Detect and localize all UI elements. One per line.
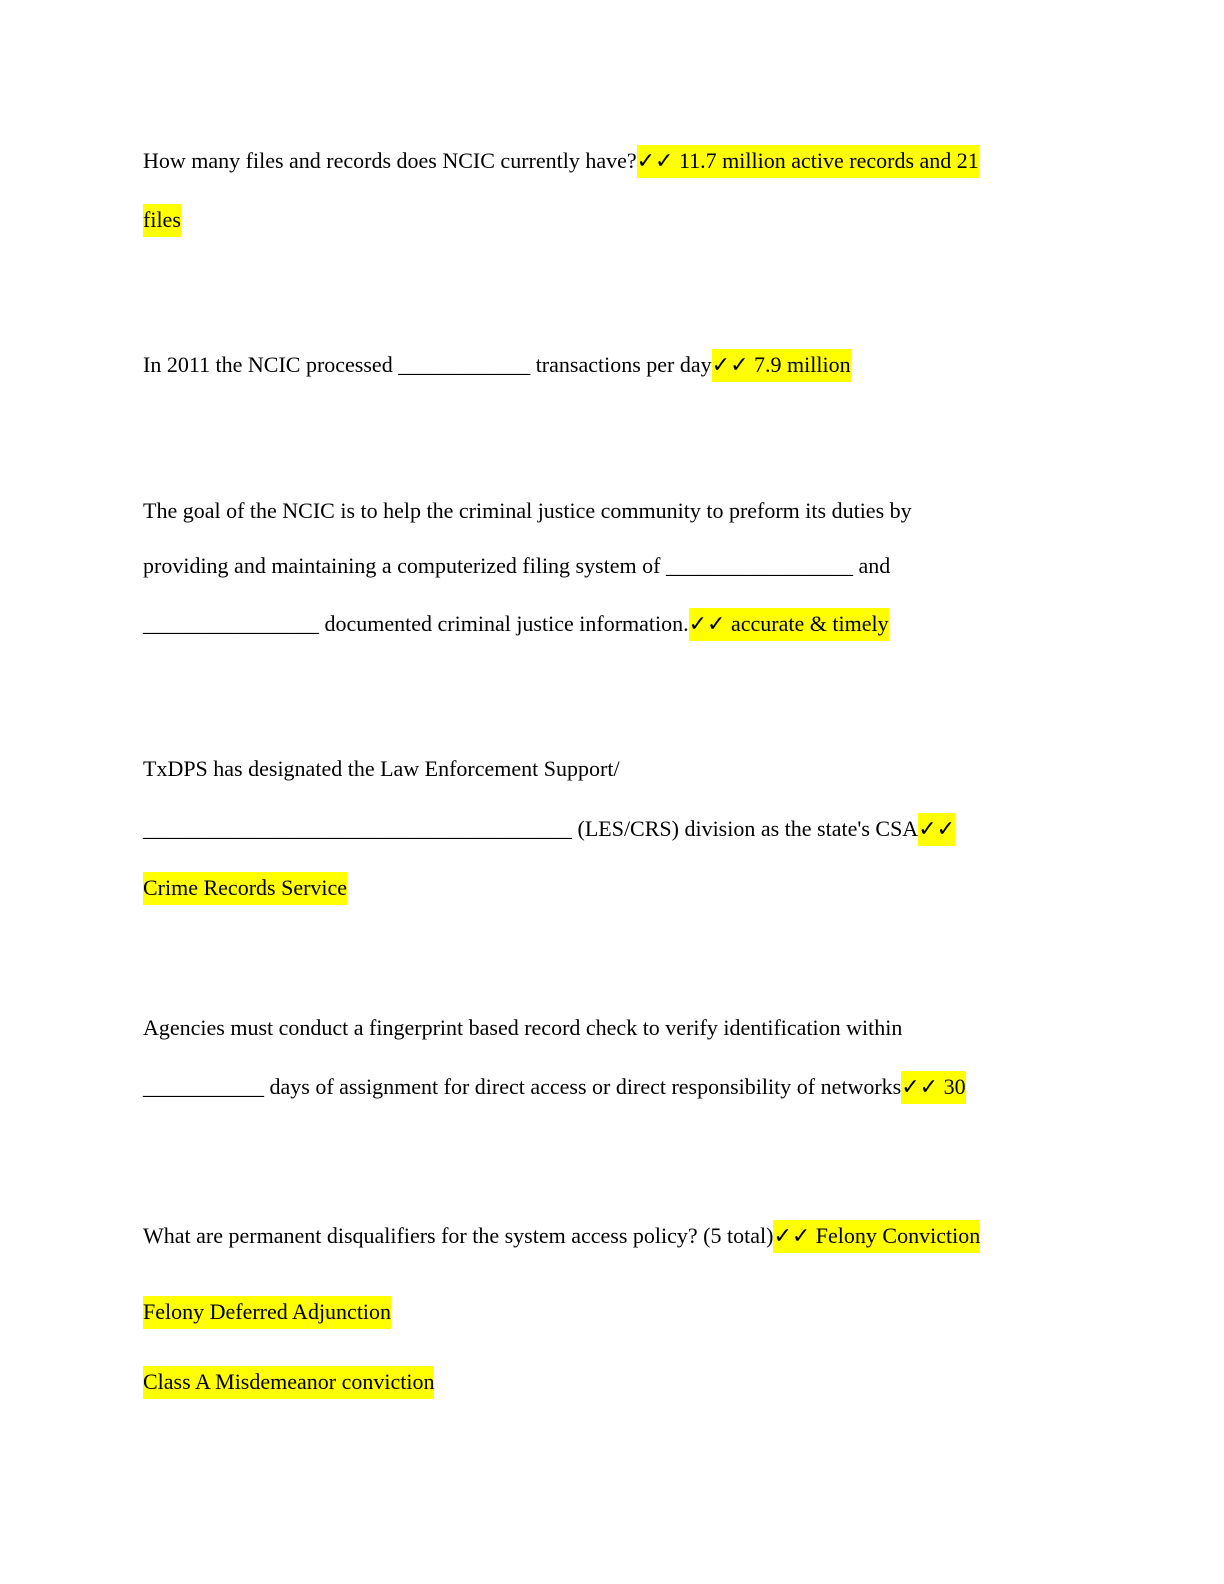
question-line xyxy=(143,755,620,783)
answer-highlight: Class A Misdemeanor conviction xyxy=(143,1366,434,1399)
question-text: How many files and records does NCIC currently have? xyxy=(143,148,637,173)
answer-highlight: ✓✓ xyxy=(918,813,955,846)
answer-highlight: Felony Deferred Adjunction xyxy=(143,1296,391,1329)
question-text: ___________ days of assignment for direct access or direct responsibility of networks xyxy=(143,1074,902,1099)
question-text: ________________ documented criminal justice information. xyxy=(143,611,689,636)
question-line xyxy=(143,206,181,234)
question-line xyxy=(143,351,851,379)
answer-highlight: files xyxy=(143,204,181,237)
question-line xyxy=(143,610,889,638)
question-line xyxy=(143,147,979,175)
question-line xyxy=(143,1222,980,1250)
question-text: Agencies must conduct a fingerprint based record check to verify identification within xyxy=(143,1015,903,1040)
question-line xyxy=(143,874,347,902)
answer-highlight: ✓✓ 30 xyxy=(901,1071,965,1104)
question-line xyxy=(143,1073,966,1101)
question-text: TxDPS has designated the Law Enforcement Support/ xyxy=(143,756,620,781)
answer-highlight: ✓✓ accurate & timely xyxy=(689,608,889,641)
question-text: The goal of the NCIC is to help the criminal justice community to preform its duties by xyxy=(143,498,912,523)
question-text: _______________________________________ (LES/CRS) division as the state's CSA xyxy=(143,816,919,841)
question-line xyxy=(143,497,912,525)
answer-highlight: ✓✓ 11.7 million active records and 21 xyxy=(637,145,979,178)
question-text: In 2011 the NCIC processed ____________ transactions per day xyxy=(143,352,712,377)
answer-highlight: ✓✓ 7.9 million xyxy=(712,349,851,382)
question-line xyxy=(143,1298,391,1326)
question-line xyxy=(143,815,955,843)
question-text: What are permanent disqualifiers for the system access policy? (5 total) xyxy=(143,1223,774,1248)
answer-highlight: ✓✓ Felony Conviction xyxy=(773,1220,980,1253)
question-line xyxy=(143,552,890,580)
question-line xyxy=(143,1368,434,1396)
question-text: providing and maintaining a computerized filing system of _________________ and xyxy=(143,553,891,578)
answer-highlight: Crime Records Service xyxy=(143,872,347,905)
question-line xyxy=(143,1014,902,1042)
